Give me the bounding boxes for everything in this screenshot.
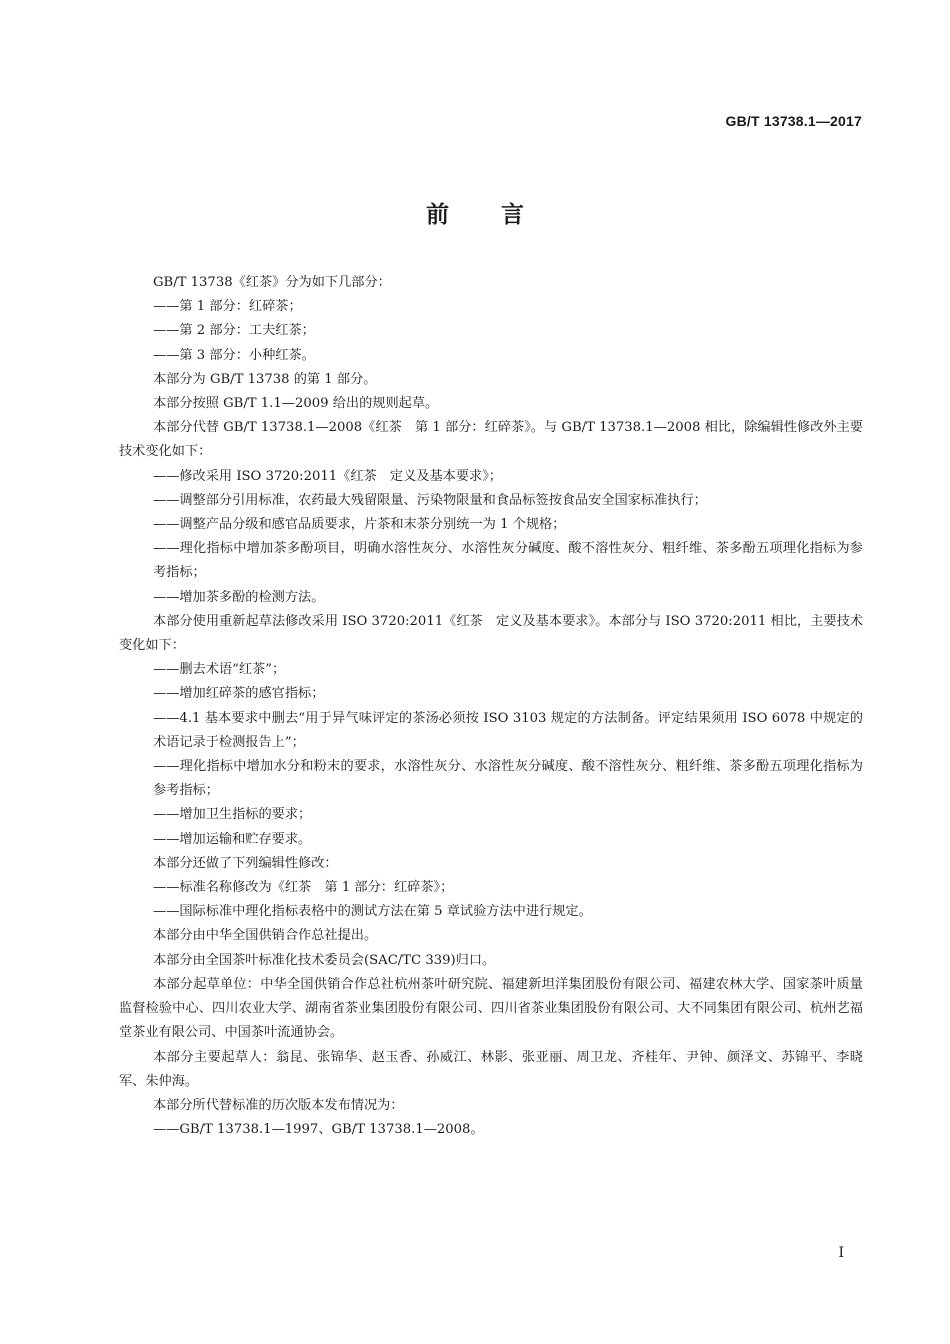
paragraph: 本部分主要起草人：翁昆、张锦华、赵玉香、孙威江、林影、张亚丽、周卫龙、齐桂年、尹钟、颜泽文、苏锦平、李晓军、朱仲海。 bbox=[119, 1049, 863, 1089]
list-item: ——修改采用 ISO 3720:2011《红茶 定义及基本要求》； bbox=[153, 468, 502, 484]
list-item: ——第 2 部分：工夫红茶； bbox=[153, 323, 315, 339]
paragraph: 本部分起草单位：中华全国供销合作总社杭州茶叶研究院、福建新坦洋集团股份有限公司、福建农林大学、国家茶叶质量监督检验中心、四川农业大学、湖南省茶业集团股份有限公司、四川省茶业集团股份有限公司、大不同集团有限公司、杭州艺福堂茶业有限公司、中国茶叶流通协会。 bbox=[119, 976, 863, 1041]
list-item: ——删去术语“红茶”； bbox=[153, 662, 286, 678]
list-item: ——GB/T 13738.1—1997、GB/T 13738.1—2008。 bbox=[153, 1122, 484, 1138]
list-item: ——国际标准中理化指标表格中的测试方法在第 5 章试验方法中进行规定。 bbox=[153, 904, 592, 920]
list-item: ——增加茶多酚的检测方法。 bbox=[153, 589, 325, 605]
paragraph: 本部分代替 GB/T 13738.1—2008《红茶 第 1 部分：红碎茶》。与 GB/T 13738.1—2008 相比，除编辑性修改外主要技术变化如下： bbox=[119, 420, 863, 460]
paragraph: 本部分为 GB/T 13738 的第 1 部分。 bbox=[153, 371, 377, 387]
list-item: ——调整产品分级和感官品质要求，片茶和末茶分别统一为 1 个规格； bbox=[153, 517, 566, 533]
paragraph: GB/T 13738《红茶》分为如下几部分： bbox=[153, 275, 391, 290]
list-item: ——调整部分引用标准，农药最大残留限量、污染物限量和食品标签按食品安全国家标准执行； bbox=[153, 492, 707, 508]
list-item: ——第 3 部分：小种红茶。 bbox=[153, 347, 315, 363]
paragraph: 本部分由中华全国供销合作总社提出。 bbox=[153, 928, 378, 944]
list-item: ——理化指标中增加茶多酚项目，明确水溶性灰分、水溶性灰分碱度、酸不溶性灰分、粗纤维、茶多酚五项理化指标为参考指标； bbox=[153, 541, 863, 581]
paragraph: 本部分所代替标准的历次版本发布情况为： bbox=[153, 1097, 404, 1113]
paragraph: 本部分使用重新起草法修改采用 ISO 3720:2011《红茶 定义及基本要求》。本部分与 ISO 3720:2011 相比，主要技术变化如下： bbox=[119, 613, 863, 654]
paragraph: 本部分由全国茶叶标准化技术委员会(SAC/TC 339)归口。 bbox=[153, 952, 496, 968]
list-item: ——增加卫生指标的要求； bbox=[153, 807, 312, 823]
list-item: ——增加红碎茶的感官指标； bbox=[153, 686, 325, 702]
page-title: 前言 bbox=[426, 202, 576, 228]
page-number: I bbox=[838, 1245, 844, 1261]
list-item: ——理化指标中增加水分和粉末的要求，水溶性灰分、水溶性灰分碱度、酸不溶性灰分、粗纤维、茶多酚五项理化指标为参考指标； bbox=[153, 759, 863, 799]
list-item: ——第 1 部分：红碎茶； bbox=[153, 299, 302, 315]
list-item: ——4.1 基本要求中删去“用于异气味评定的茶汤必须按 ISO 3103 规定的方法制备。评定结果须用 ISO 6078 中规定的术语记录于检测报告上”； bbox=[153, 710, 863, 750]
foreword-body bbox=[119, 271, 863, 1142]
standard-code: GB/T 13738.1—2017 bbox=[725, 113, 862, 129]
paragraph: 本部分还做了下列编辑性修改： bbox=[153, 855, 338, 871]
list-item: ——标准名称修改为《红茶 第 1 部分：红碎茶》； bbox=[153, 880, 454, 896]
list-item: ——增加运输和贮存要求。 bbox=[153, 831, 312, 847]
paragraph: 本部分按照 GB/T 1.1—2009 给出的规则起草。 bbox=[153, 396, 439, 412]
